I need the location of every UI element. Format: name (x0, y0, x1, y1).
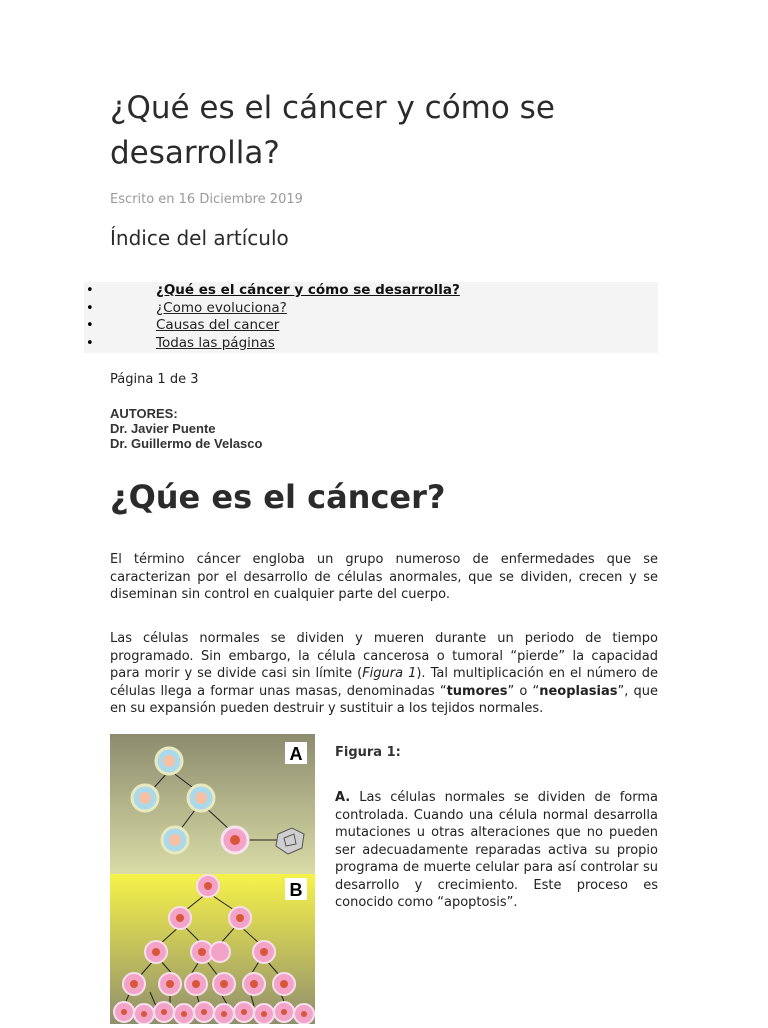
panel-a-label: A (289, 744, 303, 764)
toc-link-causas[interactable]: Causas del cancer (156, 317, 280, 333)
normal-cell (132, 785, 158, 811)
caption-a-text: Las células normales se dividen de forma controlada. Cuando una célula normal desarrolla mutaciones u otras alteraciones que no pueden ser adecuadamente reparadas activa su propio programa de muerte celular para así controlar su desarrollo y crecimiento. Este proceso es conocido como “apoptosis”. (335, 790, 658, 910)
toc-item (84, 282, 658, 300)
toc-item (84, 335, 658, 353)
toc-item (84, 300, 658, 318)
toc-link-evoluciona[interactable]: ¿Como evoluciona? (156, 299, 287, 316)
term-neoplasias: neoplasias (539, 683, 618, 699)
caption-a-label: A. (335, 790, 351, 805)
authors-label: AUTORES: (110, 406, 178, 421)
bullet-icon: • (86, 318, 94, 333)
term-tumores: tumores (446, 683, 508, 699)
panel-b-label: B (289, 880, 303, 900)
text-run: ” o “ (507, 683, 540, 699)
bullet-icon: • (86, 283, 94, 298)
publish-date: Escrito en 16 Diciembre 2019 (110, 192, 303, 207)
section-heading: ¿Qúe es el cáncer? (110, 478, 446, 516)
toc-link-que-es[interactable]: ¿Qué es el cáncer y cómo se desarrolla? (156, 282, 460, 298)
normal-cell (156, 748, 182, 774)
figure-caption-title: Figura 1: (335, 745, 401, 760)
bullet-icon: • (86, 300, 94, 316)
authors-block (110, 406, 262, 451)
toc-link-todas[interactable]: Todas las páginas (156, 334, 275, 351)
intro-paragraph: El término cáncer engloba un grupo numeroso de enfermedades que se caracterizan por el desarrollo de células anormales, que se dividen, crecen y se diseminan sin control en cualquier parte del cuerpo. (110, 552, 658, 602)
toc-heading: Índice del artículo (110, 226, 289, 250)
cell-division-figure (110, 734, 315, 1024)
text-run: ). Tal multiplicación en el número de células llega a formar unas masas, denominadas “ (110, 666, 658, 699)
author-name: Dr. Guillermo de Velasco (110, 436, 263, 451)
figure-reference: Figura 1 (362, 666, 417, 681)
article-title: ¿Qué es el cáncer y cómo se desarrolla? (110, 90, 555, 171)
text-run: ”, que en su expansión pueden destruir y sustituir a los tejidos normales. (110, 683, 658, 716)
mutated-cell (222, 827, 248, 853)
table-of-contents (84, 282, 658, 353)
toc-item (84, 317, 658, 335)
normal-cell (188, 785, 214, 811)
figure-illustration (110, 734, 315, 1024)
figure-caption-a (335, 789, 658, 912)
author-name: Dr. Javier Puente (110, 421, 216, 436)
cells-paragraph (110, 630, 658, 718)
normal-cell (162, 827, 188, 853)
text-run: Las células normales se dividen y mueren durante un periodo de tiempo programado. Sin embargo, la célula cancerosa o tumoral “pierde” la capacidad para morir y se divide casi sin límite ( (110, 631, 658, 681)
page-counter: Página 1 de 3 (110, 372, 199, 387)
bullet-icon: • (86, 335, 94, 351)
